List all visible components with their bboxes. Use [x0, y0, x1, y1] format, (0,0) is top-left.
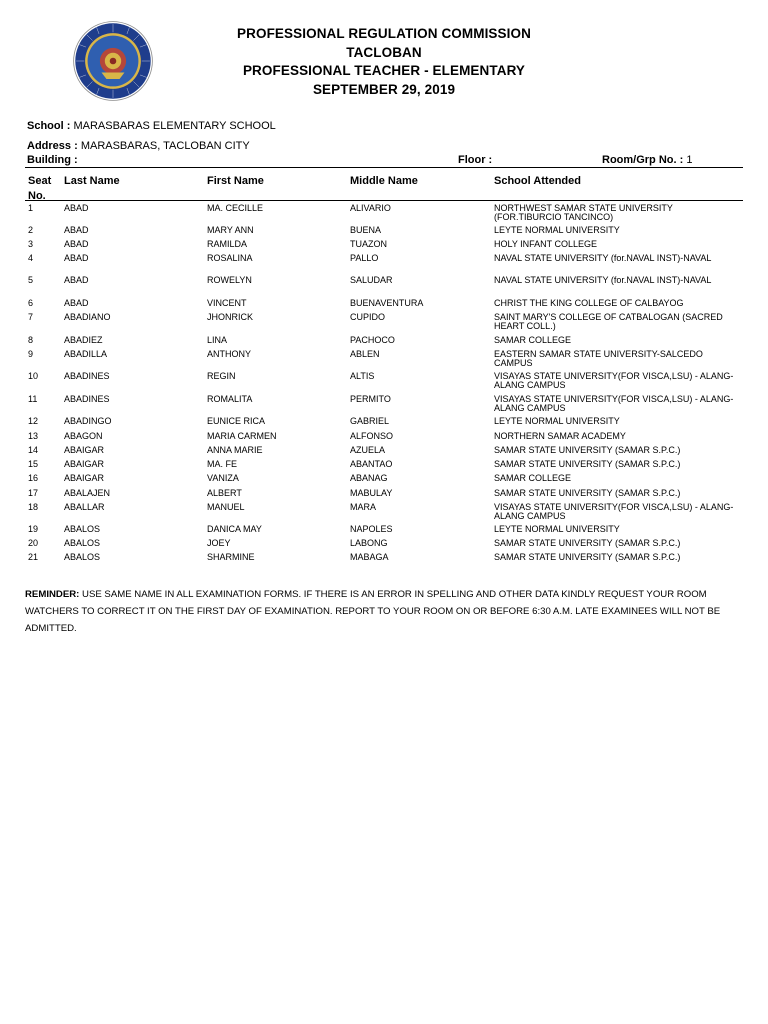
cell-seat-no: 5 [28, 275, 34, 285]
cell-first-name: ANNA MARIE [207, 445, 263, 455]
cell-school-attended: EASTERN SAMAR STATE UNIVERSITY-SALCEDO CAMPUS [494, 349, 703, 368]
cell-first-name: JHONRICK [207, 312, 254, 322]
cell-last-name: ABAD [64, 203, 89, 213]
header-date: SEPTEMBER 29, 2019 [312, 81, 456, 97]
cell-first-name: ALBERT [207, 488, 242, 498]
table-header-rule [25, 200, 743, 201]
cell-seat-no: 12 [28, 416, 39, 426]
reminder-note [25, 586, 743, 637]
cell-first-name: ANTHONY [207, 349, 252, 359]
header-seat-line2: No. [28, 190, 46, 202]
cell-school-attended: SAMAR STATE UNIVERSITY (SAMAR S.P.C.) [494, 552, 681, 562]
cell-first-name: DANICA MAY [207, 524, 262, 534]
cell-middle-name: PERMITO [350, 394, 391, 404]
cell-seat-no: 19 [28, 524, 39, 534]
cell-first-name: REGIN [207, 371, 236, 381]
cell-school-attended: SAMAR STATE UNIVERSITY (SAMAR S.P.C.) [494, 488, 681, 498]
cell-first-name: JOEY [207, 538, 231, 548]
cell-middle-name: MABULAY [350, 488, 393, 498]
cell-middle-name: TUAZON [350, 239, 387, 249]
cell-last-name: ABAD [64, 253, 89, 263]
cell-seat-no: 2 [28, 225, 34, 235]
cell-middle-name: MARA [350, 502, 377, 512]
header-commission: PROFESSIONAL REGULATION COMMISSION [237, 26, 531, 41]
cell-last-name: ABAIGAR [64, 445, 105, 455]
cell-seat-no: 11 [28, 394, 38, 404]
cell-middle-name: MABAGA [350, 552, 389, 562]
cell-seat-no: 20 [28, 538, 39, 548]
cell-first-name: MANUEL [207, 502, 245, 512]
cell-last-name: ABADINES [64, 371, 110, 381]
cell-school-attended: NORTHERN SAMAR ACADEMY [494, 431, 626, 441]
cell-school-attended: LEYTE NORMAL UNIVERSITY [494, 524, 620, 534]
room-value: 1 [686, 154, 693, 166]
cell-last-name: ABALOS [64, 524, 101, 534]
cell-school-attended: LEYTE NORMAL UNIVERSITY [494, 225, 620, 235]
cell-last-name: ABAIGAR [64, 473, 105, 483]
address-label: Address : [27, 140, 78, 152]
document-header [0, 25, 768, 99]
cell-first-name: MA. CECILLE [207, 203, 264, 213]
table-top-rule [25, 167, 743, 168]
address-value: MARASBARAS, TACLOBAN CITY [80, 140, 250, 152]
cell-school-attended: VISAYAS STATE UNIVERSITY(FOR VISCA,LSU) - ALANG-ALANG CAMPUS [494, 371, 734, 390]
cell-last-name: ABAD [64, 225, 89, 235]
header-exam: PROFESSIONAL TEACHER - ELEMENTARY [242, 63, 526, 78]
cell-last-name: ABADINGO [64, 416, 112, 426]
cell-middle-name: ABANTAO [350, 459, 393, 469]
cell-school-attended: NAVAL STATE UNIVERSITY (for.NAVAL INST)-NAVAL [494, 253, 712, 263]
cell-last-name: ABAD [64, 275, 89, 285]
cell-school-attended: SAMAR COLLEGE [494, 335, 572, 345]
cell-last-name: ABAD [64, 298, 89, 308]
cell-middle-name: ABLEN [350, 349, 380, 359]
cell-middle-name: ALFONSO [350, 431, 394, 441]
header-region: TACLOBAN [346, 44, 422, 60]
reminder-label: REMINDER: [25, 589, 80, 600]
cell-first-name: MARIA CARMEN [207, 431, 277, 441]
reminder-text: USE SAME NAME IN ALL EXAMINATION FORMS. IF THERE IS AN ERROR IN SPELLING AND OTHER DATA KINDLY REQUEST YOUR ROOM WATCHERS TO CORRECT IT ON THE FIRST DAY OF EXAMINATION. REPORT TO YOUR ROOM ON OR BEFORE 6:30 A.M. LATE EXAMINEES WILL NOT BE ADMITTED. [25, 589, 721, 634]
cell-first-name: EUNICE RICA [207, 416, 266, 426]
cell-school-attended: SAMAR COLLEGE [494, 473, 572, 483]
school-value: MARASBARAS ELEMENTARY SCHOOL [73, 120, 276, 132]
cell-seat-no: 9 [28, 349, 34, 359]
room-info [602, 154, 692, 167]
header-middle-name: Middle Name [350, 175, 418, 187]
cell-first-name: MARY ANN [207, 225, 254, 235]
building-info [27, 154, 747, 167]
cell-school-attended: HOLY INFANT COLLEGE [494, 239, 598, 249]
cell-seat-no: 21 [28, 552, 39, 562]
cell-seat-no: 6 [28, 298, 34, 308]
school-info [27, 120, 276, 133]
header-first-name: First Name [207, 175, 264, 187]
cell-first-name: VINCENT [207, 298, 247, 308]
cell-seat-no: 3 [28, 239, 34, 249]
cell-first-name: ROMALITA [207, 394, 253, 404]
room-label: Room/Grp No. : [602, 154, 684, 166]
cell-seat-no: 13 [28, 431, 39, 441]
cell-seat-no: 1 [28, 203, 34, 213]
cell-last-name: ABALAJEN [64, 488, 111, 498]
cell-seat-no: 14 [28, 445, 39, 455]
cell-first-name: ROWELYN [207, 275, 252, 285]
floor-label: Floor : [458, 154, 493, 166]
cell-first-name: RAMILDA [207, 239, 248, 249]
cell-school-attended: VISAYAS STATE UNIVERSITY(FOR VISCA,LSU) - ALANG-ALANG CAMPUS [494, 502, 734, 521]
cell-first-name: MA. FE [207, 459, 238, 469]
cell-seat-no: 17 [28, 488, 39, 498]
cell-last-name: ABADILLA [64, 349, 108, 359]
cell-last-name: ABAD [64, 239, 89, 249]
cell-school-attended: SAMAR STATE UNIVERSITY (SAMAR S.P.C.) [494, 459, 681, 469]
cell-last-name: ABADINES [64, 394, 110, 404]
cell-school-attended: VISAYAS STATE UNIVERSITY(FOR VISCA,LSU) - ALANG-ALANG CAMPUS [494, 394, 734, 413]
address-info [27, 140, 250, 153]
cell-middle-name: ABANAG [350, 473, 388, 483]
cell-middle-name: CUPIDO [350, 312, 386, 322]
cell-middle-name: NAPOLES [350, 524, 393, 534]
cell-last-name: ABADIEZ [64, 335, 103, 345]
cell-middle-name: ALTIS [350, 371, 375, 381]
cell-seat-no: 7 [28, 312, 34, 322]
cell-first-name: SHARMINE [207, 552, 255, 562]
building-label: Building : [27, 154, 78, 166]
cell-seat-no: 4 [28, 253, 34, 263]
cell-first-name: ROSALINA [207, 253, 253, 263]
cell-school-attended: SAMAR STATE UNIVERSITY (SAMAR S.P.C.) [494, 445, 681, 455]
cell-middle-name: ALIVARIO [350, 203, 391, 213]
header-last-name: Last Name [64, 175, 120, 187]
cell-school-attended: NORTHWEST SAMAR STATE UNIVERSITY (FOR.TIBURCIO TANCINCO) [494, 203, 673, 222]
cell-seat-no: 10 [28, 371, 39, 381]
cell-last-name: ABAGON [64, 431, 103, 441]
cell-last-name: ABALLAR [64, 502, 105, 512]
school-label: School : [27, 120, 71, 132]
cell-last-name: ABALOS [64, 552, 101, 562]
cell-seat-no: 18 [28, 502, 39, 512]
cell-school-attended: NAVAL STATE UNIVERSITY (for.NAVAL INST)-NAVAL [494, 275, 712, 285]
cell-last-name: ABADIANO [64, 312, 111, 322]
cell-last-name: ABALOS [64, 538, 101, 548]
cell-school-attended: SAINT MARY'S COLLEGE OF CATBALOGAN (SACRED HEART COLL.) [494, 312, 723, 331]
cell-middle-name: AZUELA [350, 445, 386, 455]
cell-middle-name: BUENAVENTURA [350, 298, 424, 308]
cell-middle-name: LABONG [350, 538, 388, 548]
header-school-attended: School Attended [494, 175, 581, 187]
header-seat-line1: Seat [28, 175, 52, 187]
cell-first-name: LINA [207, 335, 228, 345]
cell-middle-name: PACHOCO [350, 335, 395, 345]
cell-seat-no: 8 [28, 335, 34, 345]
cell-school-attended: LEYTE NORMAL UNIVERSITY [494, 416, 620, 426]
cell-last-name: ABAIGAR [64, 459, 105, 469]
cell-first-name: VANIZA [207, 473, 239, 483]
cell-school-attended: CHRIST THE KING COLLEGE OF CALBAYOG [494, 298, 684, 308]
cell-middle-name: PALLO [350, 253, 379, 263]
cell-seat-no: 16 [28, 473, 39, 483]
cell-middle-name: SALUDAR [350, 275, 393, 285]
cell-middle-name: BUENA [350, 225, 382, 235]
cell-school-attended: SAMAR STATE UNIVERSITY (SAMAR S.P.C.) [494, 538, 681, 548]
cell-seat-no: 15 [28, 459, 39, 469]
cell-middle-name: GABRIEL [350, 416, 390, 426]
